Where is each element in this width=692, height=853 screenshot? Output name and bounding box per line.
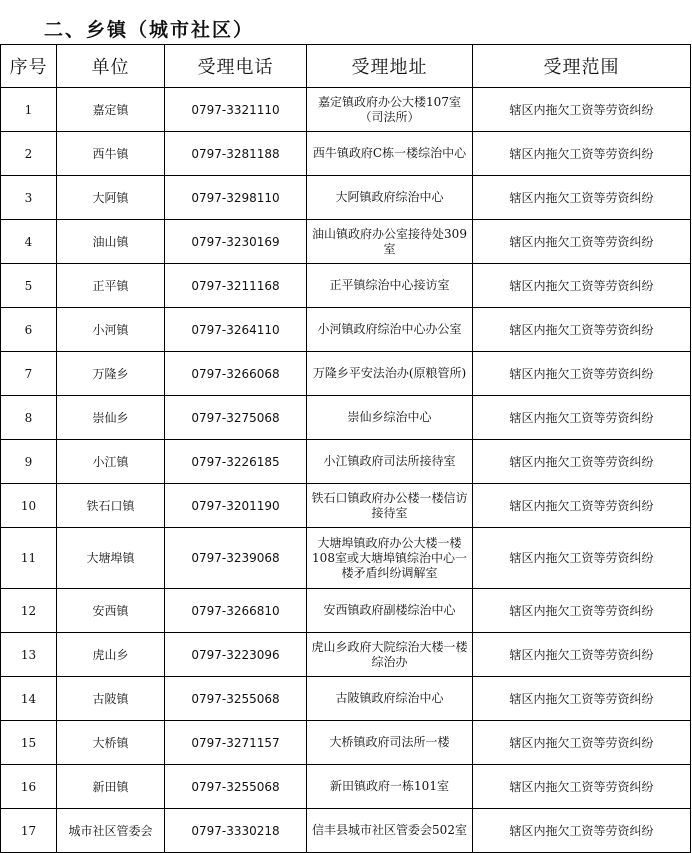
row-address: 安西镇政府副楼综治中心 [307,589,473,633]
table-header-row [1,45,691,88]
row-address: 大塘埠镇政府办公大楼一楼108室或大塘埠镇综治中心一楼矛盾纠纷调解室 [307,528,473,589]
table-row [1,440,691,484]
row-phone: 0797-3230169 [165,220,307,264]
row-unit: 油山镇 [57,220,165,264]
row-unit: 小河镇 [57,308,165,352]
header-scope: 受理范围 [473,45,691,88]
row-unit: 小江镇 [57,440,165,484]
row-scope: 辖区内拖欠工资等劳资纠纷 [473,308,691,352]
row-index: 12 [1,589,57,633]
table-row [1,132,691,176]
header-phone: 受理电话 [165,45,307,88]
table-row [1,721,691,765]
row-phone: 0797-3330218 [165,809,307,853]
table-row [1,528,691,589]
row-index: 7 [1,352,57,396]
row-scope: 辖区内拖欠工资等劳资纠纷 [473,484,691,528]
row-index: 2 [1,132,57,176]
row-phone: 0797-3266810 [165,589,307,633]
row-unit: 大桥镇 [57,721,165,765]
table-row [1,677,691,721]
row-unit: 正平镇 [57,264,165,308]
row-index: 11 [1,528,57,589]
row-index: 17 [1,809,57,853]
table-row [1,809,691,853]
row-address: 铁石口镇政府办公楼一楼信访接待室 [307,484,473,528]
row-scope: 辖区内拖欠工资等劳资纠纷 [473,633,691,677]
row-phone: 0797-3255068 [165,677,307,721]
row-address: 油山镇政府办公室接待处309室 [307,220,473,264]
table-row [1,765,691,809]
header-index: 序号 [1,45,57,88]
row-unit: 大阿镇 [57,176,165,220]
table-row [1,88,691,132]
row-index: 5 [1,264,57,308]
row-address: 小河镇政府综治中心办公室 [307,308,473,352]
row-address: 古陂镇政府综治中心 [307,677,473,721]
table-row [1,308,691,352]
row-index: 16 [1,765,57,809]
row-scope: 辖区内拖欠工资等劳资纠纷 [473,176,691,220]
row-phone: 0797-3239068 [165,528,307,589]
row-phone: 0797-3255068 [165,765,307,809]
row-address: 信丰县城市社区管委会502室 [307,809,473,853]
table-row [1,633,691,677]
contact-table [0,44,691,853]
row-address: 新田镇政府一栋101室 [307,765,473,809]
row-unit: 铁石口镇 [57,484,165,528]
row-address: 虎山乡政府大院综治大楼一楼综治办 [307,633,473,677]
row-index: 1 [1,88,57,132]
row-index: 8 [1,396,57,440]
row-scope: 辖区内拖欠工资等劳资纠纷 [473,765,691,809]
row-scope: 辖区内拖欠工资等劳资纠纷 [473,264,691,308]
row-scope: 辖区内拖欠工资等劳资纠纷 [473,352,691,396]
row-unit: 西牛镇 [57,132,165,176]
row-phone: 0797-3281188 [165,132,307,176]
row-scope: 辖区内拖欠工资等劳资纠纷 [473,589,691,633]
table-row [1,264,691,308]
row-index: 9 [1,440,57,484]
row-scope: 辖区内拖欠工资等劳资纠纷 [473,721,691,765]
row-phone: 0797-3264110 [165,308,307,352]
row-address: 正平镇综治中心接访室 [307,264,473,308]
row-index: 14 [1,677,57,721]
table-row [1,352,691,396]
row-index: 4 [1,220,57,264]
section-title: 二、乡镇（城市社区） [44,19,255,41]
table-row [1,589,691,633]
table-row [1,484,691,528]
row-unit: 古陂镇 [57,677,165,721]
row-index: 6 [1,308,57,352]
row-index: 3 [1,176,57,220]
row-unit: 虎山乡 [57,633,165,677]
row-scope: 辖区内拖欠工资等劳资纠纷 [473,528,691,589]
row-scope: 辖区内拖欠工资等劳资纠纷 [473,396,691,440]
header-unit: 单位 [57,45,165,88]
row-scope: 辖区内拖欠工资等劳资纠纷 [473,88,691,132]
row-scope: 辖区内拖欠工资等劳资纠纷 [473,440,691,484]
row-phone: 0797-3226185 [165,440,307,484]
row-address: 小江镇政府司法所接待室 [307,440,473,484]
header-address: 受理地址 [307,45,473,88]
row-phone: 0797-3298110 [165,176,307,220]
row-unit: 嘉定镇 [57,88,165,132]
row-index: 10 [1,484,57,528]
row-unit: 安西镇 [57,589,165,633]
row-unit: 万隆乡 [57,352,165,396]
table-row [1,396,691,440]
row-phone: 0797-3211168 [165,264,307,308]
row-scope: 辖区内拖欠工资等劳资纠纷 [473,809,691,853]
row-unit: 大塘埠镇 [57,528,165,589]
row-unit: 城市社区管委会 [57,809,165,853]
table-row [1,176,691,220]
row-phone: 0797-3223096 [165,633,307,677]
table-row [1,220,691,264]
row-address: 西牛镇政府C栋一楼综治中心 [307,132,473,176]
row-phone: 0797-3321110 [165,88,307,132]
row-scope: 辖区内拖欠工资等劳资纠纷 [473,220,691,264]
row-scope: 辖区内拖欠工资等劳资纠纷 [473,677,691,721]
row-phone: 0797-3271157 [165,721,307,765]
row-index: 13 [1,633,57,677]
row-address: 崇仙乡综治中心 [307,396,473,440]
row-unit: 新田镇 [57,765,165,809]
row-address: 大桥镇政府司法所一楼 [307,721,473,765]
row-unit: 崇仙乡 [57,396,165,440]
row-address: 嘉定镇政府办公大楼107室（司法所） [307,88,473,132]
row-address: 大阿镇政府综治中心 [307,176,473,220]
row-phone: 0797-3266068 [165,352,307,396]
row-scope: 辖区内拖欠工资等劳资纠纷 [473,132,691,176]
row-phone: 0797-3201190 [165,484,307,528]
row-address: 万隆乡平安法治办(原粮管所) [307,352,473,396]
row-phone: 0797-3275068 [165,396,307,440]
row-index: 15 [1,721,57,765]
